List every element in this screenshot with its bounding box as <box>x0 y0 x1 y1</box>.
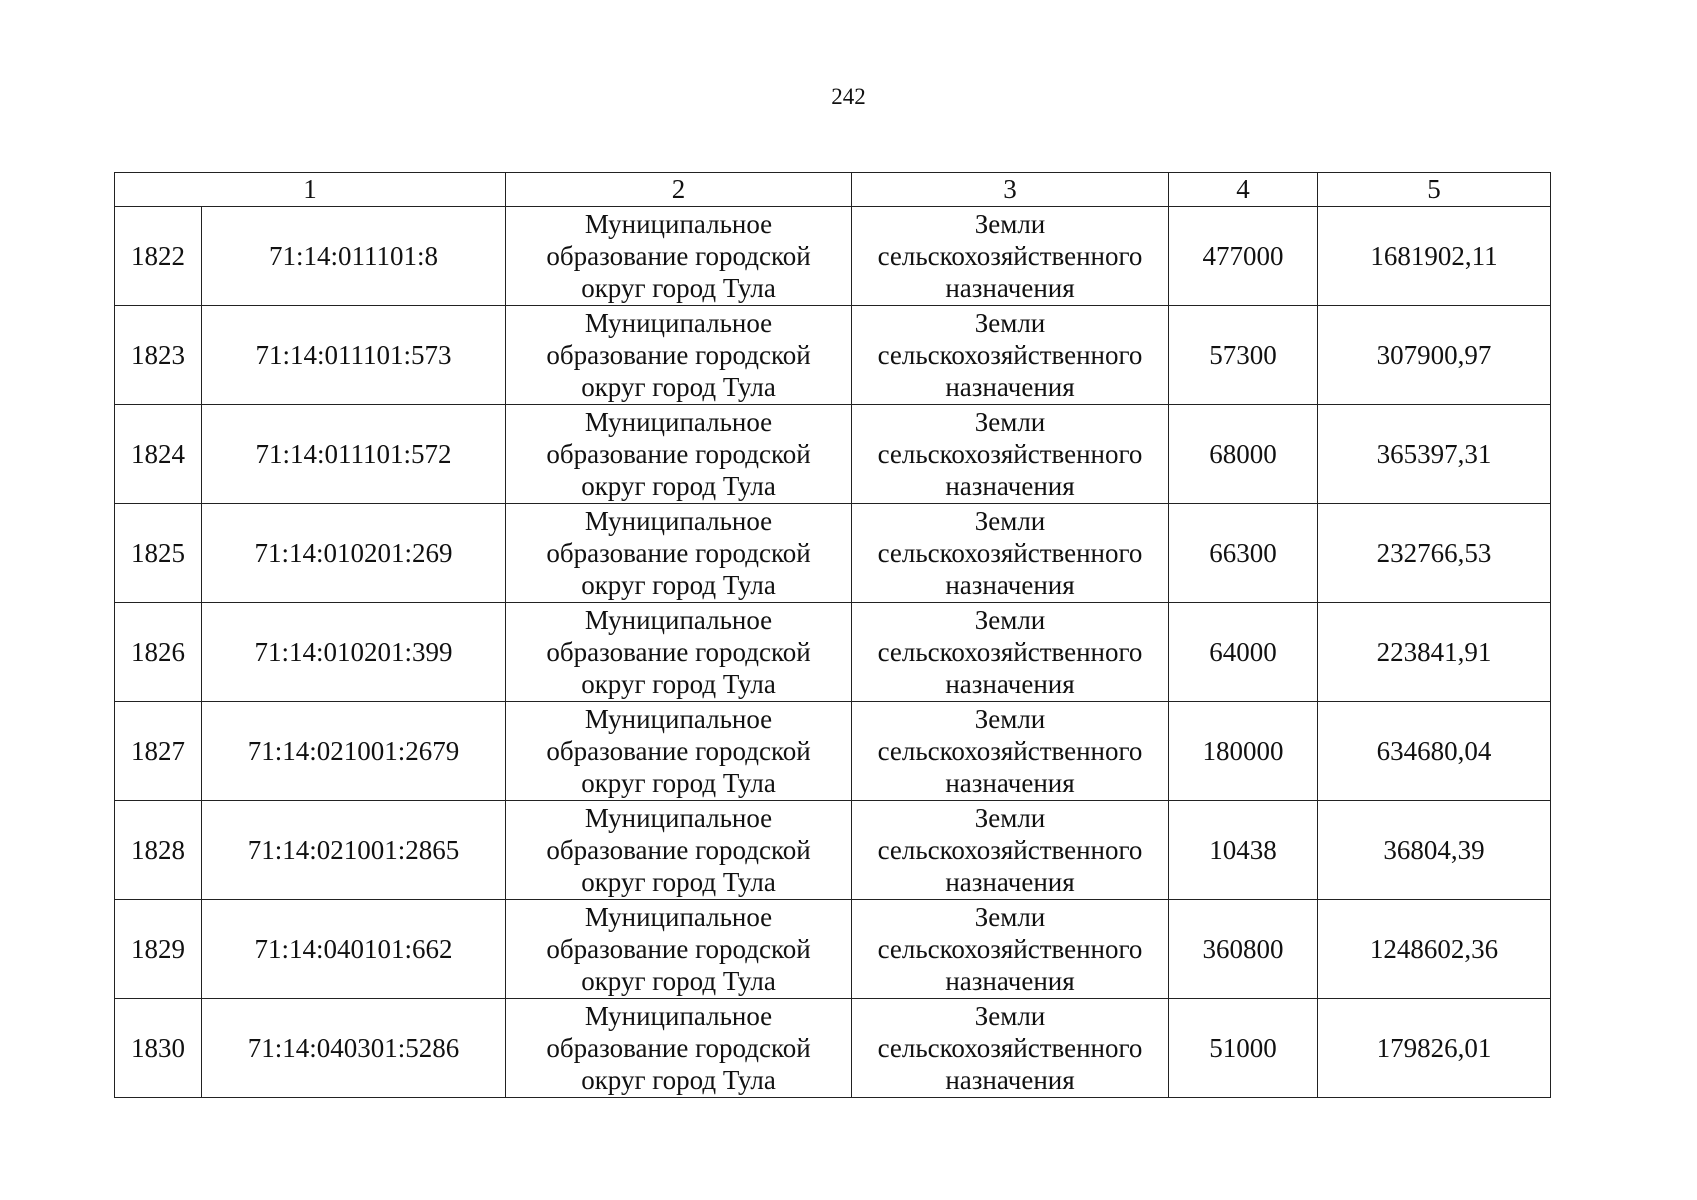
area-cell: 360800 <box>1169 900 1318 999</box>
land-category-cell-line: назначения <box>945 570 1075 600</box>
land-category-cell-line: сельскохозяйственного <box>877 934 1143 964</box>
land-category-cell-line: назначения <box>945 966 1075 996</box>
cadastral-value-cell: 1681902,11 <box>1318 207 1551 306</box>
cadastral-value-cell: 1248602,36 <box>1318 900 1551 999</box>
owner-cell-line: образование городской <box>546 340 811 370</box>
owner-cell-line: образование городской <box>546 736 811 766</box>
owner-cell-line: округ город Тула <box>581 768 776 798</box>
owner-cell-line: округ город Тула <box>581 273 776 303</box>
owner-cell-line: Муниципальное <box>584 704 773 734</box>
owner-cell-line: Муниципальное <box>584 209 773 239</box>
table-row <box>115 504 1551 603</box>
area-cell: 57300 <box>1169 306 1318 405</box>
row-number-cell: 1827 <box>115 702 202 801</box>
area-cell: 68000 <box>1169 405 1318 504</box>
cadastral-value-cell: 232766,53 <box>1318 504 1551 603</box>
table-row <box>115 603 1551 702</box>
owner-cell-line: Муниципальное <box>584 506 773 536</box>
owner-cell <box>506 306 852 405</box>
land-category-cell <box>852 306 1169 405</box>
land-category-cell <box>852 900 1169 999</box>
owner-cell-line: округ город Тула <box>581 669 776 699</box>
owner-cell-line: образование городской <box>546 835 811 865</box>
cadastral-value-cell: 179826,01 <box>1318 999 1551 1098</box>
land-category-cell-line: сельскохозяйственного <box>877 736 1143 766</box>
land-category-cell-line: Земли <box>974 1001 1046 1031</box>
table-body <box>115 207 1551 1098</box>
owner-cell-line: Муниципальное <box>584 407 773 437</box>
area-cell: 180000 <box>1169 702 1318 801</box>
owner-cell <box>506 504 852 603</box>
cadastral-value-cell: 223841,91 <box>1318 603 1551 702</box>
land-category-cell-line: назначения <box>945 471 1075 501</box>
area-cell: 66300 <box>1169 504 1318 603</box>
land-category-cell-line: сельскохозяйственного <box>877 340 1143 370</box>
land-category-cell-line: сельскохозяйственного <box>877 439 1143 469</box>
owner-cell-line: образование городской <box>546 439 811 469</box>
cadastral-value-cell: 365397,31 <box>1318 405 1551 504</box>
owner-cell <box>506 405 852 504</box>
row-number-cell: 1825 <box>115 504 202 603</box>
owner-cell-line: Муниципальное <box>584 605 773 635</box>
land-category-cell-line: сельскохозяйственного <box>877 637 1143 667</box>
cadastral-value-cell: 634680,04 <box>1318 702 1551 801</box>
land-category-cell-line: Земли <box>974 506 1046 536</box>
land-category-cell-line: Земли <box>974 209 1046 239</box>
owner-cell-line: Муниципальное <box>584 308 773 338</box>
header-col-2: 2 <box>506 173 852 207</box>
row-number-cell: 1822 <box>115 207 202 306</box>
area-cell: 51000 <box>1169 999 1318 1098</box>
table-row <box>115 900 1551 999</box>
owner-cell-line: округ город Тула <box>581 570 776 600</box>
land-category-cell-line: Земли <box>974 704 1046 734</box>
table-row <box>115 801 1551 900</box>
owner-cell-line: Муниципальное <box>584 803 773 833</box>
area-cell: 64000 <box>1169 603 1318 702</box>
owner-cell-line: образование городской <box>546 637 811 667</box>
row-number-cell: 1830 <box>115 999 202 1098</box>
row-number-cell: 1824 <box>115 405 202 504</box>
land-category-cell <box>852 603 1169 702</box>
land-category-cell-line: назначения <box>945 1065 1075 1095</box>
owner-cell-line: округ город Тула <box>581 1065 776 1095</box>
owner-cell <box>506 207 852 306</box>
owner-cell-line: округ город Тула <box>581 966 776 996</box>
cadastral-value-cell: 307900,97 <box>1318 306 1551 405</box>
area-cell: 10438 <box>1169 801 1318 900</box>
table-row <box>115 405 1551 504</box>
land-category-cell-line: сельскохозяйственного <box>877 241 1143 271</box>
land-category-cell-line: Земли <box>974 407 1046 437</box>
cadastral-number-cell: 71:14:021001:2865 <box>202 801 506 900</box>
owner-cell <box>506 999 852 1098</box>
owner-cell-line: образование городской <box>546 538 811 568</box>
land-category-cell-line: сельскохозяйственного <box>877 835 1143 865</box>
area-cell: 477000 <box>1169 207 1318 306</box>
land-category-cell <box>852 207 1169 306</box>
land-category-cell-line: назначения <box>945 867 1075 897</box>
row-number-cell: 1829 <box>115 900 202 999</box>
header-col-4: 4 <box>1169 173 1318 207</box>
land-category-cell-line: назначения <box>945 273 1075 303</box>
owner-cell <box>506 801 852 900</box>
land-category-cell <box>852 999 1169 1098</box>
owner-cell-line: образование городской <box>546 934 811 964</box>
header-col-3: 3 <box>852 173 1169 207</box>
cadastral-number-cell: 71:14:021001:2679 <box>202 702 506 801</box>
table-header <box>115 173 1551 207</box>
owner-cell <box>506 900 852 999</box>
header-col-5: 5 <box>1318 173 1551 207</box>
land-category-cell <box>852 504 1169 603</box>
page-number: 242 <box>831 84 866 109</box>
land-category-cell <box>852 801 1169 900</box>
cadastral-number-cell: 71:14:011101:8 <box>202 207 506 306</box>
row-number-cell: 1826 <box>115 603 202 702</box>
land-category-cell-line: Земли <box>974 605 1046 635</box>
owner-cell-line: Муниципальное <box>584 902 773 932</box>
row-number-cell: 1823 <box>115 306 202 405</box>
land-category-cell <box>852 702 1169 801</box>
land-category-cell-line: сельскохозяйственного <box>877 1033 1143 1063</box>
cadastral-number-cell: 71:14:010201:399 <box>202 603 506 702</box>
table-row <box>115 999 1551 1098</box>
owner-cell-line: образование городской <box>546 241 811 271</box>
cadastral-number-cell: 71:14:011101:572 <box>202 405 506 504</box>
owner-cell-line: округ город Тула <box>581 372 776 402</box>
cadastral-number-cell: 71:14:011101:573 <box>202 306 506 405</box>
owner-cell-line: Муниципальное <box>584 1001 773 1031</box>
cadastral-number-cell: 71:14:010201:269 <box>202 504 506 603</box>
cadastral-value-cell: 36804,39 <box>1318 801 1551 900</box>
owner-cell <box>506 702 852 801</box>
land-category-cell-line: назначения <box>945 768 1075 798</box>
owner-cell-line: округ город Тула <box>581 471 776 501</box>
cadastral-number-cell: 71:14:040301:5286 <box>202 999 506 1098</box>
land-category-cell <box>852 405 1169 504</box>
cadastral-number-cell: 71:14:040101:662 <box>202 900 506 999</box>
owner-cell-line: округ город Тула <box>581 867 776 897</box>
table-row <box>115 702 1551 801</box>
header-row <box>115 173 1551 207</box>
land-category-cell-line: сельскохозяйственного <box>877 538 1143 568</box>
land-category-cell-line: назначения <box>945 372 1075 402</box>
land-category-cell-line: Земли <box>974 902 1046 932</box>
table-row <box>115 207 1551 306</box>
land-category-cell-line: назначения <box>945 669 1075 699</box>
owner-cell-line: образование городской <box>546 1033 811 1063</box>
row-number-cell: 1828 <box>115 801 202 900</box>
owner-cell <box>506 603 852 702</box>
header-col-1: 1 <box>115 173 506 207</box>
land-plots-table <box>114 172 1551 1098</box>
land-category-cell-line: Земли <box>974 308 1046 338</box>
table-row <box>115 306 1551 405</box>
land-category-cell-line: Земли <box>974 803 1046 833</box>
